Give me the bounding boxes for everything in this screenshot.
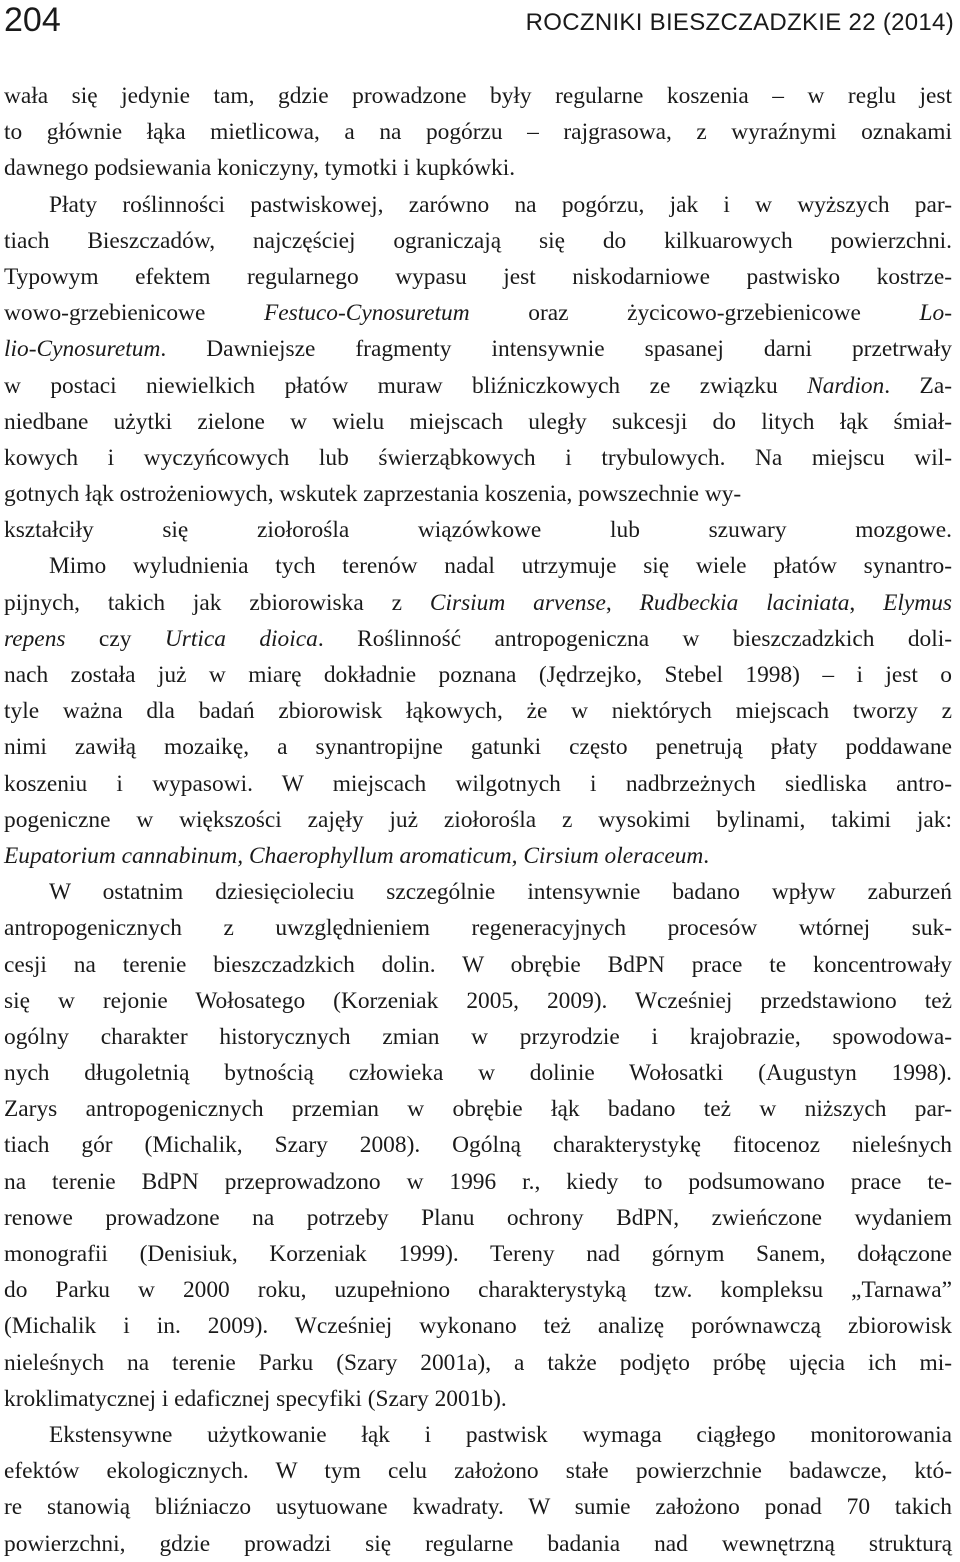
text-run: się w rejonie Wołosatego (Korzeniak 2005, 2009). Wcześniej przedstawiono też xyxy=(4,987,952,1014)
text-run: W ostatnim dziesięcioleciu szczególnie intensywnie badano wpływ zaburzeń xyxy=(49,879,952,906)
body-text xyxy=(4,78,952,1562)
italic-text: Cirsium arvense xyxy=(429,589,606,616)
text-line xyxy=(4,1091,952,1127)
text-run: dawnego podsiewania koniczyny, tymotki i kupkówki. xyxy=(4,155,516,182)
text-run: pijnych, takich jak zbiorowiska z xyxy=(4,589,430,616)
text-line xyxy=(4,621,952,657)
text-run: wała się jedynie tam, gdzie prowadzone były regularne koszenia – w reglu jest xyxy=(4,83,952,109)
text-line xyxy=(4,766,952,802)
page-number: 204 xyxy=(4,1,61,39)
text-run: powierzchni, gdzie prowadzi się regularne badania nad wewnętrzną strukturą xyxy=(4,1530,952,1557)
running-title: ROCZNIKI BIESZCZADZKIE 22 (2014) xyxy=(525,9,954,36)
text-run: (Michalik i in. 2009). Wcześniej wykonano też analizę porównawczą zbiorowisk xyxy=(4,1313,952,1340)
text-line xyxy=(4,585,952,621)
text-line xyxy=(4,150,952,186)
text-line xyxy=(4,1453,952,1489)
text-line xyxy=(4,440,952,476)
text-run: . xyxy=(703,842,710,869)
italic-text: Urtica dioica xyxy=(164,625,318,652)
text-run: Zarys antropogenicznych przemian w obrębie łąk badano też w niższych par- xyxy=(4,1096,952,1123)
text-line xyxy=(4,548,952,584)
text-line xyxy=(4,1526,952,1562)
text-line xyxy=(4,368,952,404)
text-run: gotnych łąk ostrożeniowych, wskutek zaprzestania koszenia, powszechnie wy- xyxy=(4,481,742,508)
text-line xyxy=(4,1272,952,1308)
text-run: kroklimatycznej i edaficznej specyfiki (Szary 2001b). xyxy=(4,1385,507,1412)
text-line xyxy=(4,1381,952,1417)
text-run: monografii (Denisiuk, Korzeniak 1999). Tereny nad górnym Sanem, dołączone xyxy=(4,1241,952,1267)
text-line xyxy=(4,1127,952,1163)
text-line xyxy=(4,187,952,223)
italic-text: Elymus xyxy=(883,589,952,616)
text-line xyxy=(4,693,952,729)
text-run: efektów ekologicznych. W tym celu założono stałe powierzchnie badawcze, któ- xyxy=(4,1458,952,1485)
text-line xyxy=(4,1055,952,1091)
text-run: Ekstensywne użytkowanie łąk i pastwisk wymaga ciągłego monitorowania xyxy=(49,1421,952,1448)
text-run: cesji na terenie bieszczadzkich dolin. W obrębie BdPN prace te koncentrowały xyxy=(4,951,952,978)
text-line xyxy=(4,910,952,946)
text-line xyxy=(4,295,952,331)
text-run: kowych i wyczyńcowych lub świerząbkowych i trybulowych. Na miejscu wil- xyxy=(4,444,952,471)
text-run: tiach gór (Michalik, Szary 2008). Ogólną charakterystykę fitocenoz nieleśnych xyxy=(4,1132,952,1159)
italic-text: Eupatorium cannabinum, Chaerophyllum aromaticum, Cirsium oleraceum xyxy=(4,842,704,869)
text-run: na terenie BdPN przeprowadzono w 1996 r., kiedy to podsumowano prace te- xyxy=(4,1168,952,1195)
text-run: nieleśnych na terenie Parku (Szary 2001a), a także podjęto próbę ujęcia ich mi- xyxy=(4,1349,952,1376)
text-run: to głównie łąka mietlicowa, a na pogórzu – rajgrasowa, z wyraźnymi oznakami xyxy=(4,119,952,146)
text-run: re stanowią bliźniaczo usytuowane kwadraty. W sumie założono ponad 70 takich xyxy=(4,1494,952,1521)
text-run: nach została już w miarę dokładnie poznana (Jędrzejko, Stebel 1998) – i jest o xyxy=(4,662,952,688)
text-line xyxy=(4,1489,952,1525)
italic-text: Nardion xyxy=(807,372,885,399)
text-run: czy xyxy=(65,625,165,652)
text-line xyxy=(4,729,952,765)
text-run: . Za- xyxy=(884,372,952,399)
text-run: , xyxy=(605,589,640,616)
text-run: nimi zawiłą mozaikę, a synantropijne gatunki często penetrują płaty poddawane xyxy=(4,734,952,761)
text-line xyxy=(4,1236,952,1272)
text-line xyxy=(4,512,952,548)
text-line xyxy=(4,1345,952,1381)
text-line xyxy=(4,838,952,874)
text-run: do Parku w 2000 roku, uzupełniono charakterystyką tzw. kompleksu „Tarnawa” xyxy=(4,1277,952,1304)
page-header xyxy=(4,0,954,46)
italic-text: Lo- xyxy=(919,300,952,327)
text-line xyxy=(4,657,952,693)
text-run: w postaci niewielkich płatów muraw bliźniczkowych ze związku xyxy=(4,372,808,399)
text-run: tyle ważna dla badań zbiorowisk łąkowych, że w niektórych miejscach tworzy z xyxy=(4,698,952,725)
text-run: Płaty roślinności pastwiskowej, zarówno na pogórzu, jak i w wyższych par- xyxy=(49,191,952,218)
text-run: . Roślinność antropogeniczna w bieszczadzkich doli- xyxy=(317,625,953,652)
text-line xyxy=(4,1417,952,1453)
text-line xyxy=(4,223,952,259)
text-line xyxy=(4,259,952,295)
text-line xyxy=(4,404,952,440)
text-run: Mimo wyludnienia tych terenów nadal utrzymuje się wiele płatów synantro- xyxy=(49,553,952,580)
italic-text: Rudbeckia laciniata xyxy=(639,589,850,616)
text-run: Typowym efektem regularnego wypasu jest niskodarniowe pastwisko kostrze- xyxy=(4,263,952,290)
text-line xyxy=(4,1019,952,1055)
text-run: renowe prowadzone na potrzeby Planu ochrony BdPN, zwieńczone wydaniem xyxy=(4,1204,952,1231)
text-line xyxy=(4,947,952,983)
text-line xyxy=(4,78,952,114)
text-line xyxy=(4,114,952,150)
text-run: kształciły się ziołorośla wiązówkowe lub szuwary mozgowe. xyxy=(4,517,952,544)
text-run: wowo-grzebienicowe xyxy=(4,300,264,327)
italic-text: lio-Cynosuretum xyxy=(4,336,161,363)
text-run: , xyxy=(849,589,884,616)
italic-text: repens xyxy=(4,625,66,652)
text-run: ogólny charakter historycznych zmian w przyrodzie i krajobrazie, spowodowa- xyxy=(4,1023,952,1050)
text-line xyxy=(4,1200,952,1236)
text-line xyxy=(4,476,952,512)
italic-text: Festuco-Cynosuretum xyxy=(263,300,470,327)
text-run: tiach Bieszczadów, najczęściej ograniczają się do kilkuarowych powierzchni. xyxy=(4,227,952,254)
text-line xyxy=(4,802,952,838)
text-line xyxy=(4,1308,952,1344)
text-run: . Dawniejsze fragmenty intensywnie spasanej darni przetrwały xyxy=(160,336,952,363)
text-run: nych długoletnią bytnością człowieka w dolinie Wołosatki (Augustyn 1998). xyxy=(4,1060,952,1087)
text-run: antropogenicznych z uwzględnieniem regeneracyjnych procesów wtórnej suk- xyxy=(4,915,952,942)
text-run: oraz życicowo-grzebienicowe xyxy=(469,300,920,327)
text-run: pogeniczne w większości zajęły już ziołorośla z wysokimi bylinami, takimi jak: xyxy=(4,806,952,833)
text-run: niedbane użytki zielone w wielu miejscach uległy sukcesji do litych łąk śmiał- xyxy=(4,408,952,435)
text-line xyxy=(4,874,952,910)
text-line xyxy=(4,1164,952,1200)
text-line xyxy=(4,331,952,367)
text-line xyxy=(4,983,952,1019)
text-run: koszeniu i wypasowi. W miejscach wilgotnych i nadbrzeżnych siedliska antro- xyxy=(4,770,952,797)
